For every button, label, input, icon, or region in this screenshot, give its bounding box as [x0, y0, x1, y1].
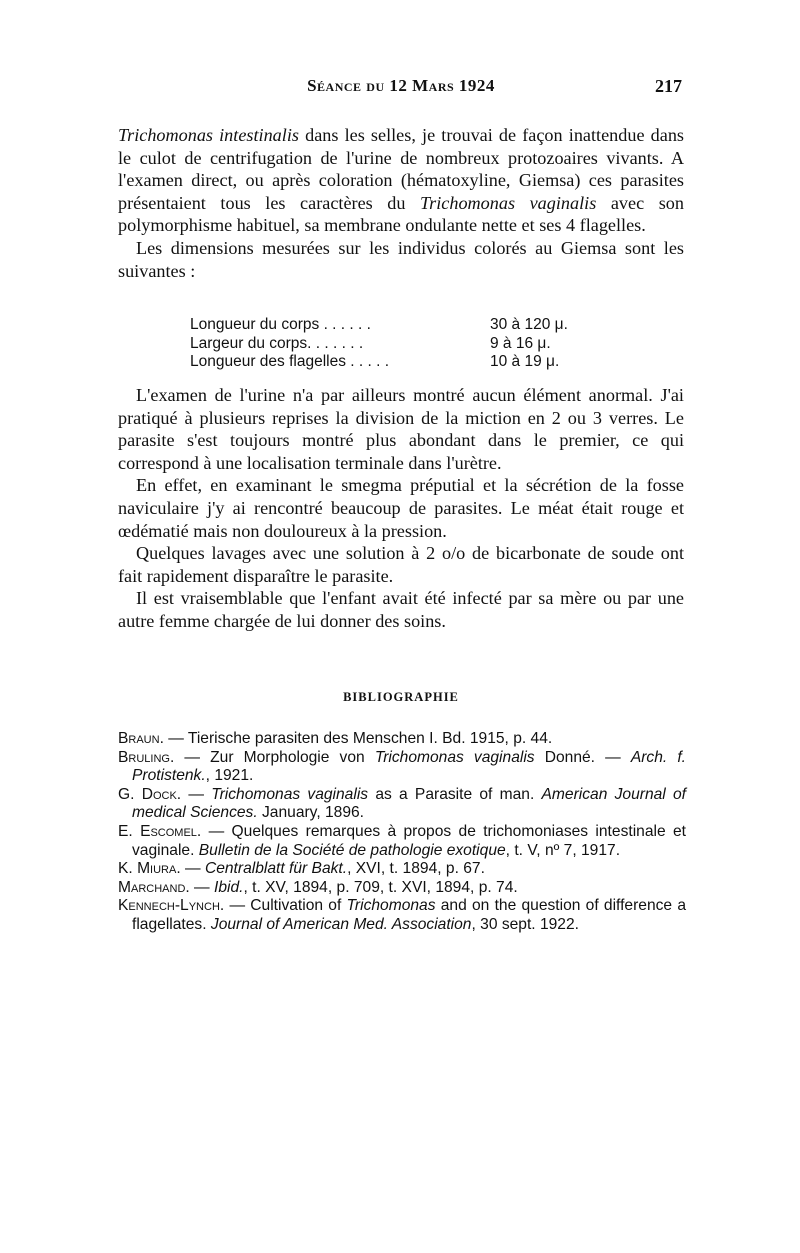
reference-journal: Ibid. — [213, 878, 244, 896]
measure-value: 30 à 120 μ. — [490, 316, 568, 333]
reference-title: Trichomonas vaginalis — [211, 785, 369, 803]
reference-text: — — [180, 860, 205, 878]
reference-author: Bruling. — [118, 748, 175, 766]
page-header — [118, 76, 684, 106]
reference-text: January, 1896. — [257, 804, 365, 822]
reference-item — [118, 749, 686, 786]
reference-text: , 30 sept. 1922. — [471, 915, 579, 933]
reference-text: — Zur Morphologie von — [174, 748, 375, 766]
paragraph-4: En effet, en examinant le smegma préputial et la sécrétion de la fosse naviculaire j'y ai rencontré beaucoup de parasites. Le méat était rouge et œdématié mais non douloureux à la pression. — [118, 475, 684, 541]
reference-text: and on the question of difference a flagellates. — [132, 897, 686, 933]
measure-value: 9 à 16 μ. — [490, 334, 551, 352]
reference-author: Marchand. — [118, 878, 190, 896]
paragraph-2: Les dimensions mesurées sur les individus colorés au Giemsa sont les suivantes : — [118, 237, 684, 281]
reference-journal: American Journal of medical Sciences. — [132, 785, 686, 822]
paragraph-1-text-a: dans les selles, je trouvai de façon inattendue dans le culot de centrifugation de l'urine de nombreux protozoaires vivants. A l'examen direct, ou après coloration (hématoxyline, Giemsa) ces parasites présentaient tous les caractères du — [118, 125, 684, 213]
paragraph-1-text-b: avec son polymorphisme habituel, sa membrane ondulante nette et ses 4 flagelles. — [118, 192, 684, 236]
paragraph-3: L'examen de l'urine n'a par ailleurs montré aucun élément anormal. J'ai pratiqué à plusieurs reprises la division de la miction en 2 ou 3 verres. Le parasite s'est toujours montré plus abondant dans le premier, ce qui correspond à une localisation terminale dans l'urètre. — [118, 385, 684, 473]
reference-text: , XVI, t. 1894, p. 67. — [347, 860, 485, 878]
page-number: 217 — [655, 76, 682, 96]
measure-row — [190, 335, 650, 354]
reference-author: K. Miura. — [118, 860, 181, 878]
reference-author: G. Dock. — [118, 785, 182, 803]
reference-text: Donné. — — [534, 748, 631, 766]
paragraph-1 — [118, 124, 684, 237]
reference-title: Trichomonas vaginalis — [374, 748, 535, 766]
species-name: Trichomonas intestinalis — [118, 125, 299, 145]
reference-text: , 1921. — [205, 767, 254, 785]
reference-journal: Centralblatt für Bakt. — [204, 860, 348, 878]
measure-label: Longueur des flagelles . . . . . — [190, 353, 390, 370]
reference-item — [118, 897, 686, 934]
reference-item — [118, 860, 686, 879]
species-name-2: Trichomonas vaginalis — [420, 192, 597, 213]
reference-text: as a Parasite of man. — [368, 785, 542, 803]
reference-text: , t. V, nº 7, 1917. — [505, 841, 621, 859]
reference-journal: Journal of American Med. Association — [210, 915, 472, 933]
reference-journal: Arch. f. Protistenk. — [132, 748, 687, 785]
reference-author: Braun. — [118, 730, 164, 747]
reference-author: E. Escomel. — [118, 822, 202, 840]
measure-row — [190, 353, 650, 372]
body-text-top — [118, 124, 684, 282]
reference-title: Trichomonas — [346, 897, 436, 915]
reference-journal: Bulletin de la Société de pathologie exotique — [198, 841, 506, 859]
running-head: Séance du 12 Mars 1924 — [307, 76, 495, 95]
reference-author: Kennech-Lynch. — [118, 897, 225, 915]
reference-item — [118, 730, 686, 749]
reference-item — [118, 786, 686, 823]
paragraph-6: Il est vraisemblable que l'enfant avait été infecté par sa mère ou par une autre femme chargée de lui donner des soins. — [118, 588, 684, 631]
measure-value: 10 à 19 μ. — [490, 353, 560, 370]
reference-text: — Cultivation of — [224, 897, 347, 915]
body-text-bottom — [118, 384, 684, 633]
paragraph-5: Quelques lavages avec une solution à 2 o/o de bicarbonate de soude ont fait rapidement disparaître le parasite. — [118, 543, 684, 586]
reference-text: — Tierische parasiten des Menschen I. Bd. 1915, p. 44. — [163, 730, 553, 747]
reference-text: — — [181, 785, 212, 803]
reference-item — [118, 879, 686, 898]
reference-text: , t. XV, 1894, p. 709, t. XVI, 1894, p. 74. — [243, 878, 518, 896]
measurements-table — [190, 316, 650, 372]
measure-label: Largeur du corps. . . . . . . — [190, 334, 364, 352]
reference-text: — — [189, 878, 214, 896]
measure-label: Longueur du corps . . . . . . — [190, 316, 371, 333]
measure-row — [190, 316, 650, 335]
bibliography-heading: BIBLIOGRAPHIE — [343, 690, 459, 704]
reference-text: — Quelques remarques à propos de trichomoniases intestinale et vaginale. — [132, 822, 686, 859]
reference-item — [118, 823, 686, 860]
bibliography-list — [118, 730, 686, 935]
